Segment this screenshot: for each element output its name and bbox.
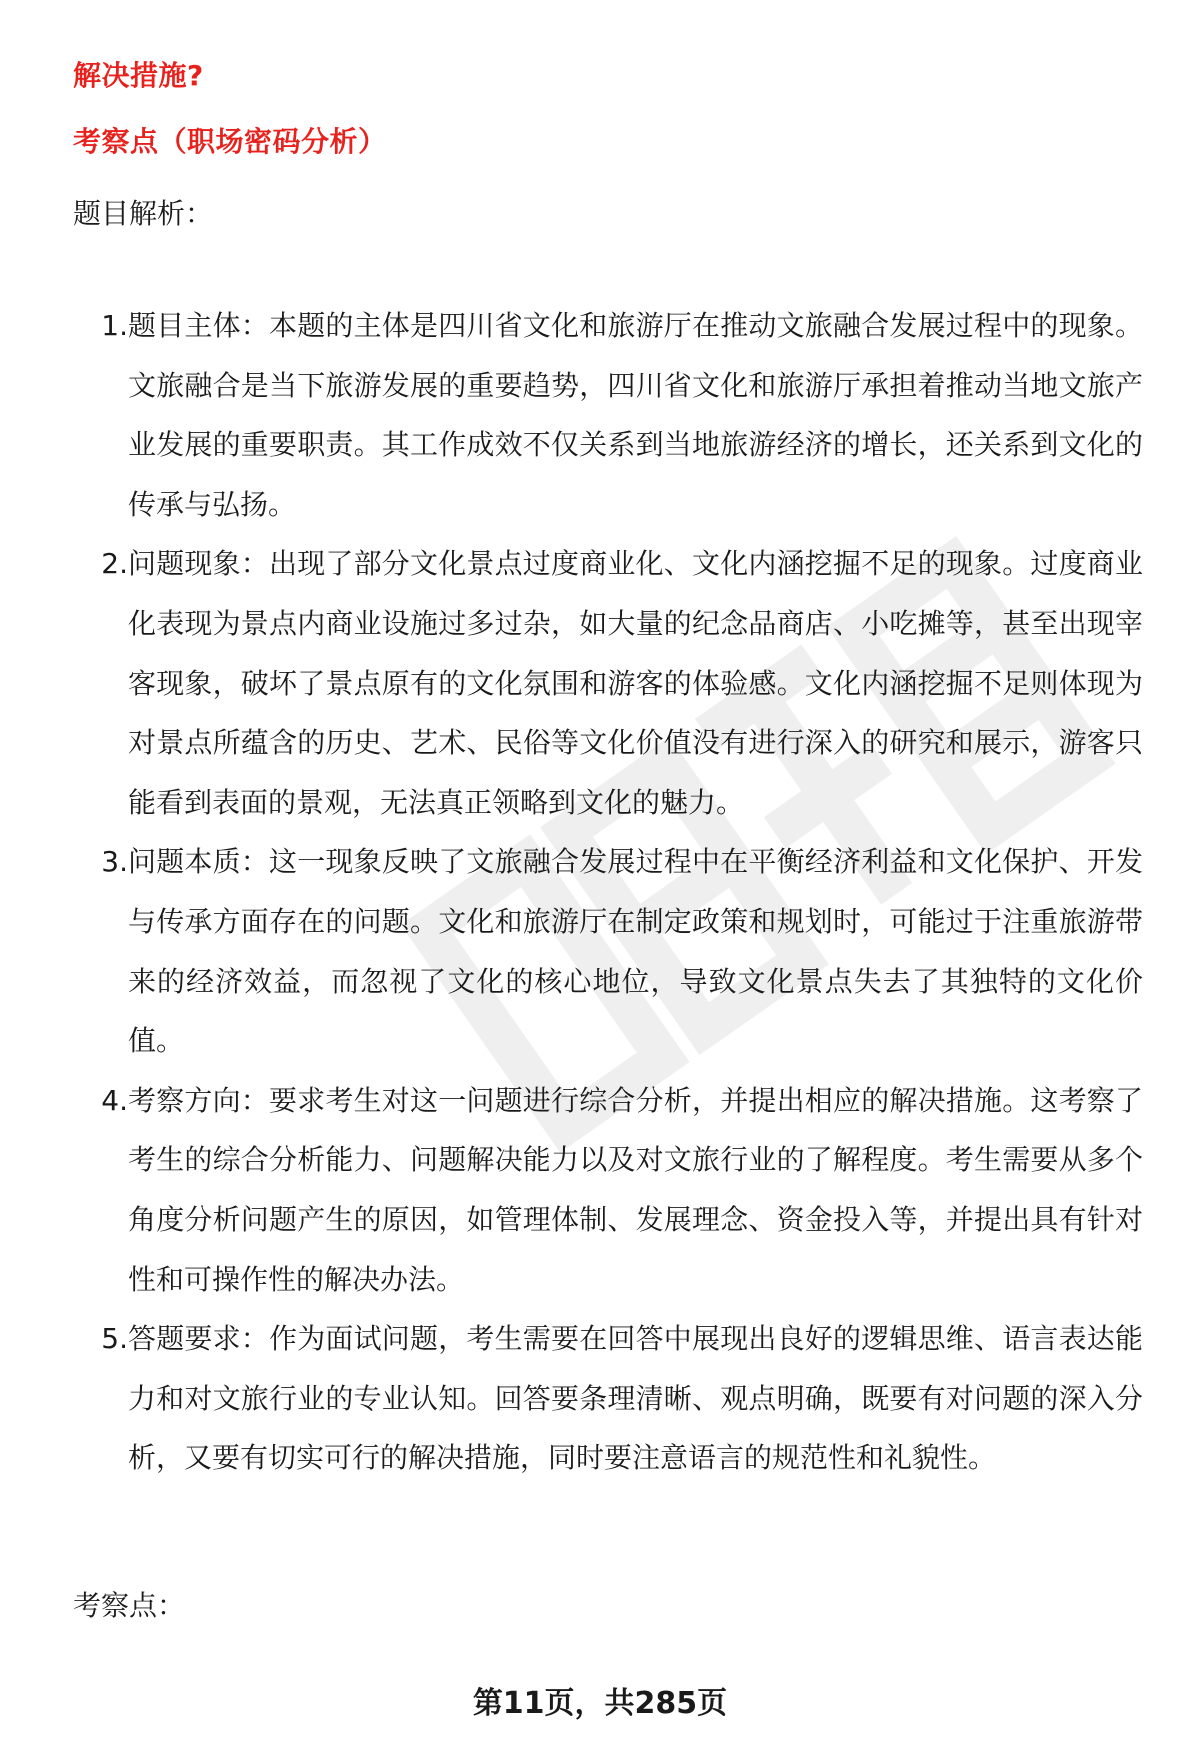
list-item	[73, 1309, 1143, 1488]
exam-point-title: 考察点（职场密码分析）	[73, 125, 387, 158]
list-item-number: 5.	[101, 1322, 128, 1356]
list-item-text: 问题本质：这一现象反映了文旅融合发展过程中在平衡经济利益和文化保护、开发与传承方面存在的问题。文化和旅游厅在制定政策和规划时，可能过于注重旅游带来的经济效益，而忽视了文化的核心地位，导致文化景点失去了其独特的文化价值。	[128, 845, 1143, 1058]
list-item	[73, 832, 1143, 1070]
list-item-text: 考察方向：要求考生对这一问题进行综合分析，并提出相应的解决措施。这考察了考生的综合分析能力、问题解决能力以及对文旅行业的了解程度。考生需要从多个角度分析问题产生的原因，如管理体制、发展理念、资金投入等，并提出具有针对性和可操作性的解决办法。	[128, 1083, 1143, 1296]
list-item-number: 1.	[101, 309, 128, 342]
list-item-number: 3.	[101, 845, 128, 879]
list-item-text: 题目主体：本题的主体是四川省文化和旅游厅在推动文旅融合发展过程中的现象。文旅融合是当下旅游发展的重要趋势，四川省文化和旅游厅承担着推动当地文旅产业发展的重要职责。其工作成效不仅关系到当地旅游经济的增长，还关系到文化的传承与弘扬。	[128, 309, 1143, 521]
list-item-text: 问题现象：出现了部分文化景点过度商业化、文化内涵挖掘不足的现象。过度商业化表现为景点内商业设施过多过杂，如大量的纪念品商店、小吃摊等，甚至出现宰客现象，破坏了景点原有的文化氛围和游客的体验感。文化内涵挖掘不足则体现为对景点所蕴含的历史、艺术、民俗等文化价值没有进行深入的研究和展示，游客只能看到表面的景观，无法真正领略到文化的魅力。	[128, 547, 1143, 819]
list-item-number: 4.	[101, 1083, 128, 1117]
analysis-label: 题目解析：	[73, 197, 214, 230]
list-item	[73, 1071, 1143, 1309]
list-item	[73, 296, 1143, 534]
measures-heading: 解决措施?	[73, 59, 204, 92]
list-item	[73, 534, 1143, 832]
exam-point-label: 考察点：	[73, 1589, 186, 1622]
analysis-list	[73, 296, 1143, 1488]
list-item-number: 2.	[101, 547, 128, 581]
page-number: 第11页，共285页	[472, 1686, 728, 1721]
list-item-text: 答题要求：作为面试问题，考生需要在回答中展现出良好的逻辑思维、语言表达能力和对文旅行业的专业认知。回答要条理清晰、观点明确，既要有对问题的深入分析，又要有切实可行的解决措施，同时要注意语言的规范性和礼貌性。	[128, 1322, 1143, 1475]
